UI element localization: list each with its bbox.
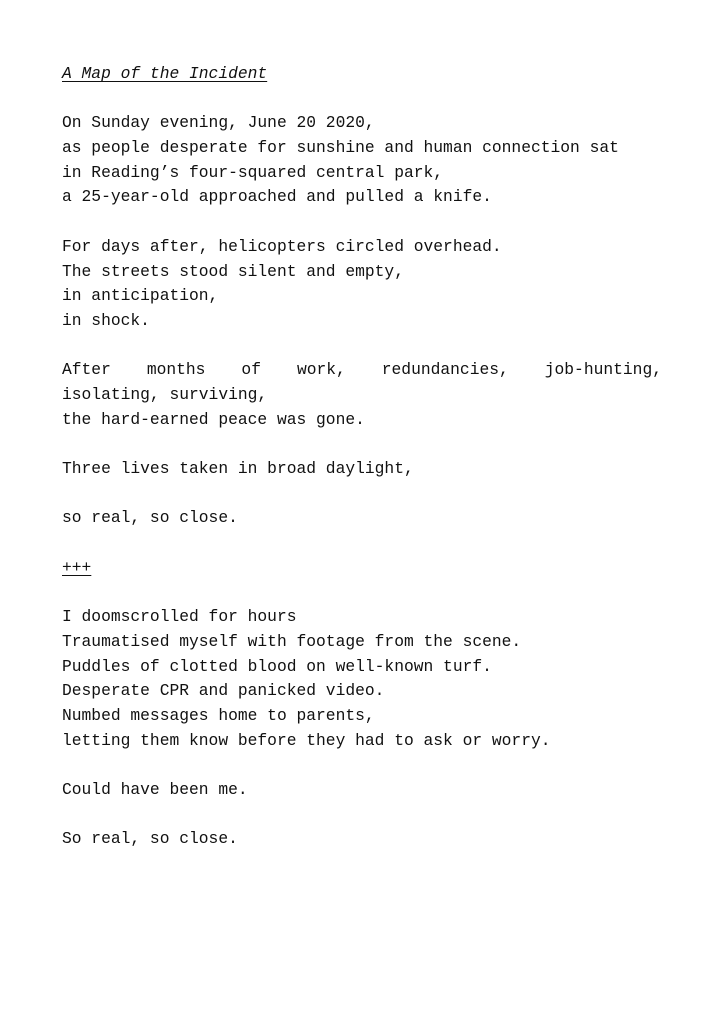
poem-line: in shock. <box>62 310 150 330</box>
poem-title: A Map of the Incident <box>62 64 268 83</box>
stanza-1 <box>62 111 662 210</box>
poem-word: job-hunting, <box>544 360 662 380</box>
poem-line: letting them know before they had to ask or worry. <box>62 730 551 750</box>
poem-word: work, <box>296 360 346 380</box>
poem-word: months <box>146 360 206 380</box>
justified-line <box>62 358 662 383</box>
poem-line: as people desperate for sunshine and human connection sat <box>62 138 619 158</box>
poem-word: After <box>62 360 111 380</box>
poem-line: Numbed messages home to parents, <box>62 705 375 725</box>
poem-line: On Sunday evening, June 20 2020, <box>62 113 375 133</box>
poem-line: I doomscrolled for hours <box>62 607 297 627</box>
poem-line: Three lives taken in broad daylight, <box>62 459 414 478</box>
poem-line: Desperate CPR and panicked video. <box>62 681 385 701</box>
poem-page <box>62 62 662 877</box>
poem-line: so real, so close. <box>62 508 238 528</box>
poem-line: The streets stood silent and empty, <box>62 261 404 281</box>
stanza-7 <box>62 778 662 803</box>
poem-line: in anticipation, <box>62 286 219 306</box>
poem-line: Traumatised myself with footage from the scene. <box>62 631 522 651</box>
poem-line: isolating, surviving, <box>62 384 268 404</box>
section-separator: +++ <box>62 557 92 577</box>
stanza-3 <box>62 358 662 432</box>
stanza-2 <box>62 235 662 334</box>
poem-line: Puddles of clotted blood on well-known turf. <box>62 656 492 676</box>
stanza-5 <box>62 506 662 531</box>
poem-word: of <box>241 360 261 380</box>
stanza-6 <box>62 605 662 753</box>
poem-line: For days after, helicopters circled overhead. <box>62 236 502 256</box>
poem-line: in Reading’s four-squared central park, <box>62 162 444 182</box>
poem-line: the hard-earned peace was gone. <box>62 409 365 429</box>
stanza-8 <box>62 827 662 852</box>
poem-line: a 25-year-old approached and pulled a knife. <box>62 187 492 207</box>
poem-line: So real, so close. <box>62 829 238 849</box>
poem-line: Could have been me. <box>62 779 248 799</box>
stanza-4 <box>62 457 662 482</box>
poem-word: redundancies, <box>381 360 509 380</box>
